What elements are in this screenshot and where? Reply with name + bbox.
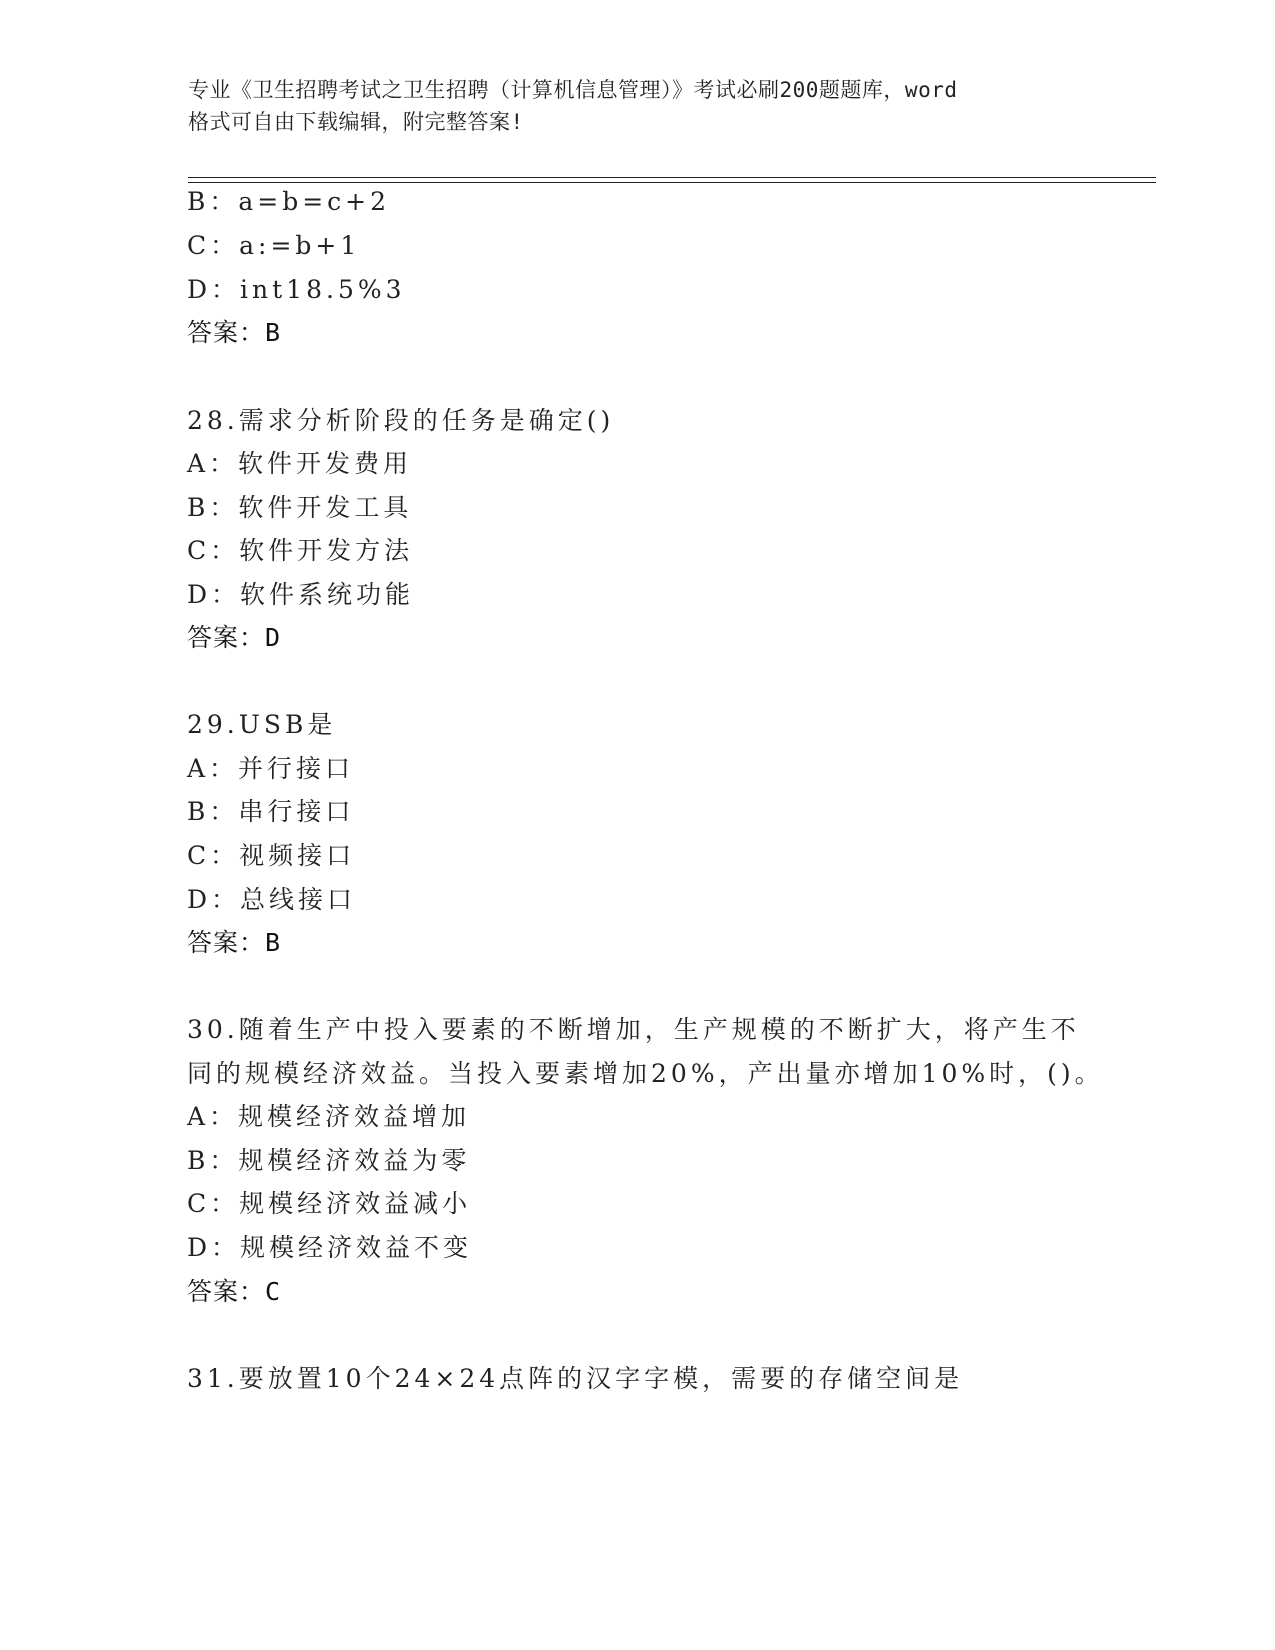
answer-value: B bbox=[265, 318, 282, 347]
q27-answer bbox=[187, 318, 281, 348]
q27-option-b: B：a=b=c+2 bbox=[187, 187, 391, 216]
answer-value: D bbox=[265, 623, 282, 652]
q28-option-c: C：软件开发方法 bbox=[187, 536, 414, 565]
q29-stem: 29.USB是 bbox=[187, 710, 337, 739]
q28-answer bbox=[187, 623, 281, 653]
q29-option-d: D：总线接口 bbox=[187, 885, 357, 914]
q29-option-a: A：并行接口 bbox=[187, 754, 355, 783]
answer-label: 答案： bbox=[187, 318, 266, 347]
q30-answer bbox=[187, 1277, 281, 1307]
q27-option-c: C：a:=b+1 bbox=[187, 231, 361, 260]
q29-option-c: C：视频接口 bbox=[187, 841, 356, 870]
q28-option-b: B：软件开发工具 bbox=[187, 493, 413, 522]
q30-stem-line-1: 30.随着生产中投入要素的不断增加，生产规模的不断扩大，将产生不 bbox=[187, 1015, 1080, 1044]
answer-label: 答案： bbox=[187, 623, 266, 652]
q30-option-d: D：规模经济效益不变 bbox=[187, 1233, 473, 1262]
q29-answer bbox=[187, 928, 281, 958]
q31-stem: 31.要放置10个24×24点阵的汉字字模，需要的存储空间是 bbox=[187, 1364, 964, 1393]
q30-option-c: C：规模经济效益减小 bbox=[187, 1189, 472, 1218]
header-divider-top bbox=[188, 177, 1156, 178]
answer-label: 答案： bbox=[187, 928, 266, 957]
q28-option-d: D：软件系统功能 bbox=[187, 580, 415, 609]
q30-option-b: B：规模经济效益为零 bbox=[187, 1146, 471, 1175]
header-divider-bottom bbox=[188, 182, 1156, 183]
q29-option-b: B：串行接口 bbox=[187, 797, 355, 826]
header-line-1: 专业《卫生招聘考试之卫生招聘（计算机信息管理）》考试必刷200题题库，word bbox=[188, 78, 958, 102]
q27-option-d: D：int18.5%3 bbox=[187, 275, 406, 304]
q30-option-a: A：规模经济效益增加 bbox=[187, 1102, 471, 1131]
answer-value: C bbox=[265, 1277, 282, 1306]
q28-option-a: A：软件开发费用 bbox=[187, 449, 413, 478]
q28-stem: 28.需求分析阶段的任务是确定() bbox=[187, 406, 615, 435]
q30-stem-line-2: 同的规模经济效益。当投入要素增加20%，产出量亦增加10%时，()。 bbox=[187, 1059, 1104, 1088]
answer-value: B bbox=[265, 928, 282, 957]
header-line-2: 格式可自由下载编辑，附完整答案! bbox=[188, 110, 524, 134]
answer-label: 答案： bbox=[187, 1277, 266, 1306]
document-header bbox=[188, 74, 1088, 138]
